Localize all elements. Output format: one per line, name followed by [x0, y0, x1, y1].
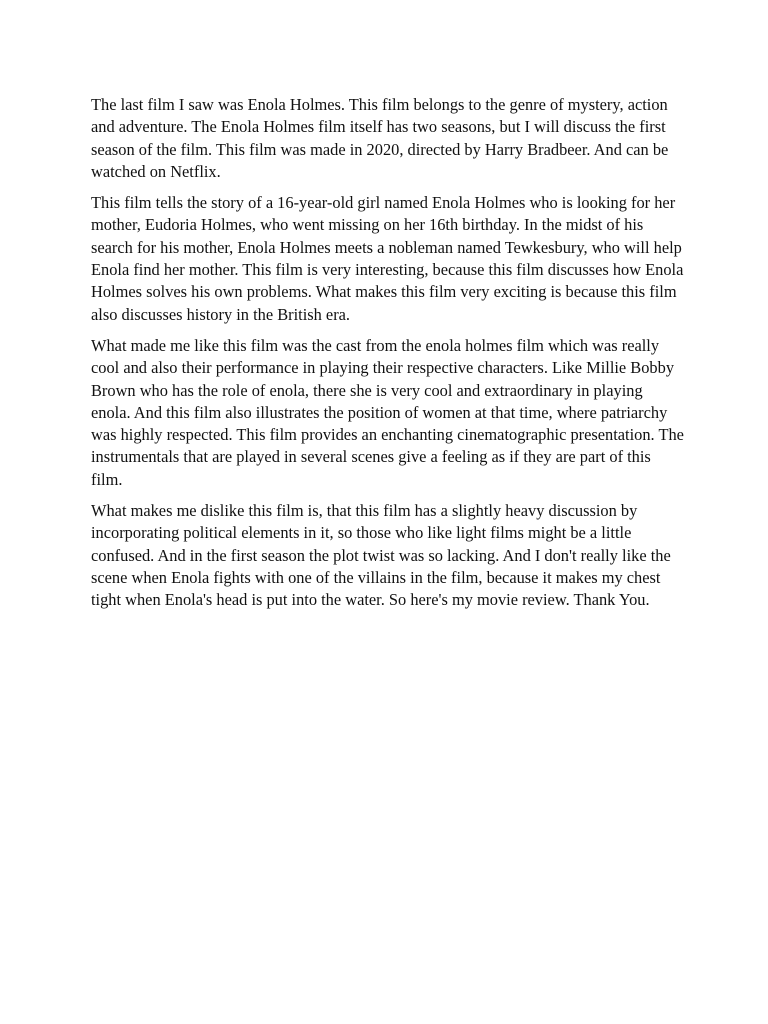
paragraph-story: This film tells the story of a 16-year-old girl named Enola Holmes who is looking for her mother, Eudoria Holmes, who went missing on her 16th birthday. In the midst of his search for his mother, Enola Holmes meets a nobleman named Tewkesbury, who will help Enola find her mother. This film is very interesting, because this film discusses how Enola Holmes solves his own problems. What makes this film very exciting is because this film also discusses history in the British era. [91, 193, 684, 324]
paragraph-intro: The last film I saw was Enola Holmes. This film belongs to the genre of mystery, action and adventure. The Enola Holmes film itself has two seasons, but I will discuss the first season of the film. This film was made in 2020, directed by Harry Bradbeer. And can be watched on Netflix. [91, 95, 669, 181]
paragraph-likes: What made me like this film was the cast from the enola holmes film which was really cool and also their performance in playing their respective characters. Like Millie Bobby Brown who has the role of enola, there she is very cool and extraordinary in playing enola. And this film also illustrates the position of women at that time, where patriarchy was highly respected. This film provides an enchanting cinematographic presentation. The instrumentals that are played in several scenes give a feeling as if they are part of this film. [91, 335, 684, 489]
paragraph-dislikes: What makes me dislike this film is, that this film has a slightly heavy discussion by incorporating political elements in it, so those who like light films might be a little confused. And in the first season the plot twist was so lacking. And I don't really like the scene when Enola fights with one of the villains in the film, because it makes my chest tight when Enola's head is put into the water. So here's my movie review. Thank You. [91, 501, 671, 610]
